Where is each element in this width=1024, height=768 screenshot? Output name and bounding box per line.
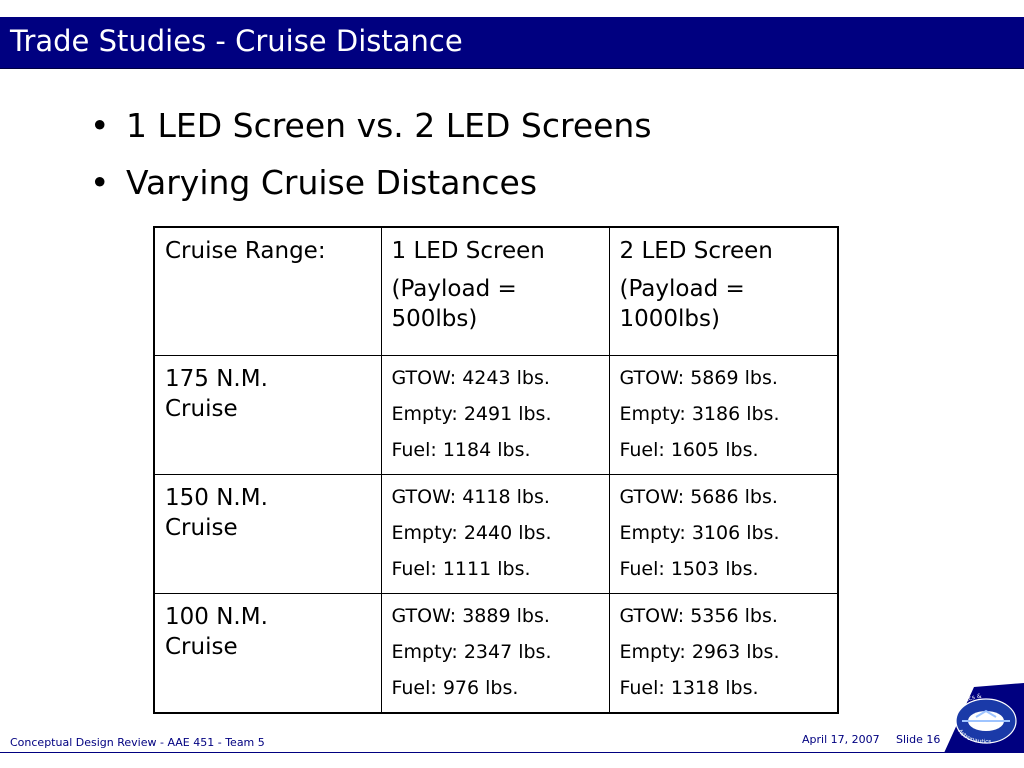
cruise-range-cell: 175 N.M. Cruise	[154, 355, 381, 474]
table-row	[154, 474, 838, 593]
svg-text:Astronautics: Astronautics	[956, 728, 992, 746]
bullet-text: Varying Cruise Distances	[126, 163, 538, 202]
aeronautics-astronautics-logo-icon	[944, 683, 1024, 753]
bullet-icon: •	[90, 163, 110, 202]
bullet-item	[90, 157, 652, 214]
footer-course: Conceptual Design Review - AAE 451 - Team 5	[10, 736, 265, 749]
slide-title: Trade Studies - Cruise Distance	[10, 24, 463, 58]
header-cruise-range: Cruise Range:	[154, 227, 381, 355]
led1-cell: GTOW: 4118 lbs. Empty: 2440 lbs. Fuel: 1111 lbs.	[381, 474, 609, 593]
footer-divider	[0, 752, 1024, 753]
table-row	[154, 355, 838, 474]
led1-cell: GTOW: 3889 lbs. Empty: 2347 lbs. Fuel: 976 lbs.	[381, 593, 609, 713]
led2-cell: GTOW: 5356 lbs. Empty: 2963 lbs. Fuel: 1318 lbs.	[609, 593, 838, 713]
bullet-list	[90, 100, 652, 214]
bullet-text: 1 LED Screen vs. 2 LED Screens	[126, 106, 652, 145]
led1-cell: GTOW: 4243 lbs. Empty: 2491 lbs. Fuel: 1184 lbs.	[381, 355, 609, 474]
led2-cell: GTOW: 5869 lbs. Empty: 3186 lbs. Fuel: 1605 lbs.	[609, 355, 838, 474]
trade-study-table	[153, 226, 839, 714]
table-row	[154, 593, 838, 713]
bullet-icon: •	[90, 106, 110, 145]
cruise-range-cell: 150 N.M. Cruise	[154, 474, 381, 593]
header-2-led-screen: 2 LED Screen (Payload = 1000lbs)	[609, 227, 838, 355]
title-bar	[0, 17, 1024, 69]
svg-text:Aeronautics &: Aeronautics &	[948, 692, 983, 724]
led2-cell: GTOW: 5686 lbs. Empty: 3106 lbs. Fuel: 1503 lbs.	[609, 474, 838, 593]
bullet-item	[90, 100, 652, 157]
table-header-row	[154, 227, 838, 355]
footer-slide-number: Slide 16	[896, 733, 941, 746]
header-1-led-screen: 1 LED Screen (Payload = 500lbs)	[381, 227, 609, 355]
footer-date: April 17, 2007	[802, 733, 880, 746]
cruise-range-cell: 100 N.M. Cruise	[154, 593, 381, 713]
